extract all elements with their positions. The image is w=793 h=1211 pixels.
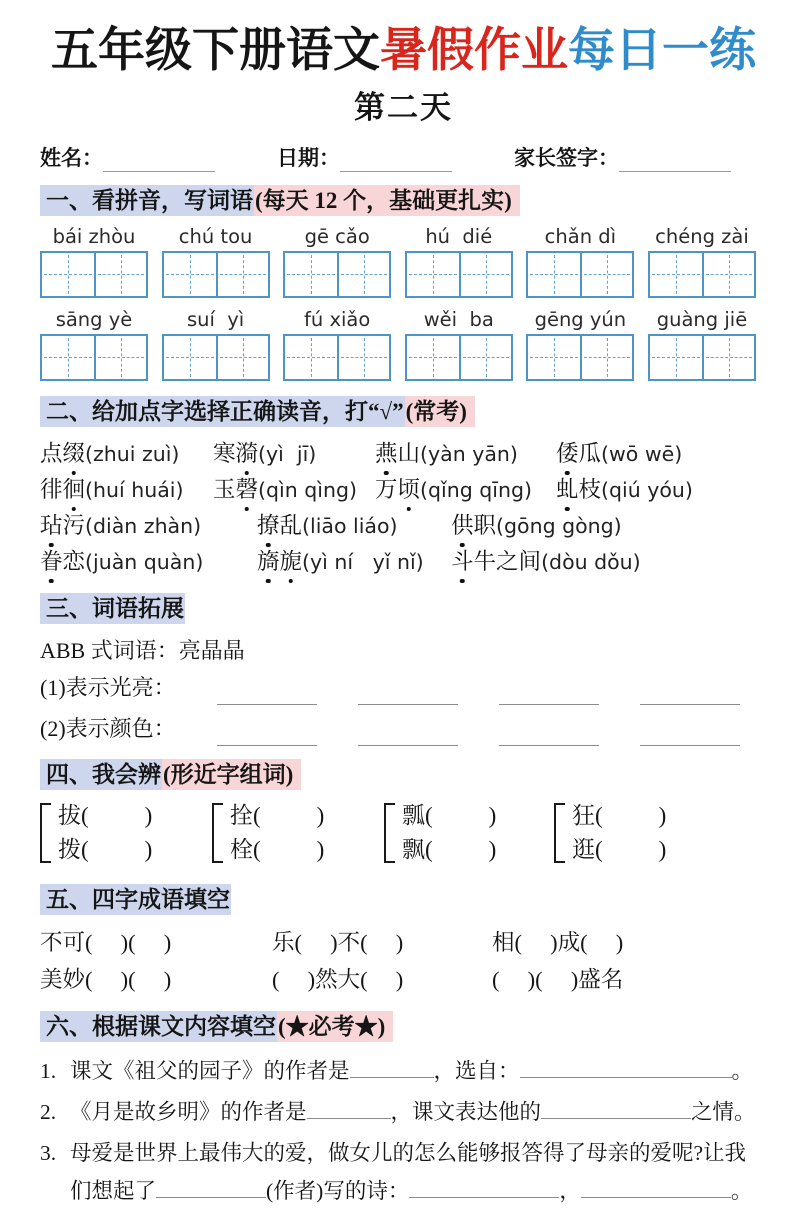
item-number: 1. bbox=[40, 1058, 57, 1083]
writing-cell bbox=[164, 336, 216, 379]
section4-heading-blue: 四、我会辨 bbox=[40, 759, 162, 790]
writing-cell bbox=[702, 336, 754, 379]
pair-lines bbox=[230, 799, 324, 867]
word-char: 恋 bbox=[62, 549, 86, 575]
section2-heading-pink: (常考) bbox=[405, 396, 475, 427]
pinyin-choices: (gōng gòng) bbox=[496, 514, 622, 539]
section3-heading-blue: 三、词语拓展 bbox=[40, 593, 185, 624]
writing-grid bbox=[40, 334, 148, 381]
item-text: 母爱是世界上最伟大的爱，做女儿的怎么能够报答得了母亲的爱呢?让我们想起了 (作者)写的诗： ， 。 bbox=[70, 1141, 753, 1204]
reading-item bbox=[556, 472, 767, 508]
signature-field bbox=[514, 142, 731, 172]
word-char: 山 bbox=[397, 441, 421, 467]
word-char: 倭 bbox=[556, 436, 579, 471]
word-char: 职 bbox=[473, 513, 497, 539]
pinyin-choices: (zhui zuì) bbox=[85, 442, 180, 467]
blank-line bbox=[640, 723, 740, 746]
item-number: 3. bbox=[40, 1141, 57, 1166]
blank-line bbox=[217, 723, 317, 746]
word-char: 寒 bbox=[213, 441, 236, 467]
writing-cell bbox=[580, 253, 632, 296]
section5-heading bbox=[40, 883, 767, 916]
title-part-black: 五年级下册语文 bbox=[51, 23, 380, 76]
pinyin-word-column bbox=[405, 225, 513, 298]
blank-line bbox=[499, 682, 599, 705]
word-char: 污 bbox=[62, 513, 86, 539]
pinyin-label: gēng yún bbox=[534, 307, 627, 331]
fill-in-item bbox=[40, 1134, 767, 1211]
writing-grid bbox=[405, 334, 513, 381]
pinyin-word-column bbox=[40, 308, 148, 381]
name-label: 姓名： bbox=[40, 145, 103, 170]
pinyin-grid-row-2 bbox=[40, 308, 756, 381]
reading-item bbox=[257, 508, 451, 544]
pinyin-word-column bbox=[162, 225, 270, 298]
day-heading: 第二天 bbox=[354, 89, 453, 125]
blank-line bbox=[541, 1096, 691, 1119]
pinyin-choices: (huí huái) bbox=[85, 478, 184, 503]
word-char: 斗 bbox=[451, 544, 474, 579]
pinyin-label: chǎn dì bbox=[544, 224, 617, 248]
idiom-item: ( )( )盛名 bbox=[492, 967, 624, 993]
blank-line bbox=[358, 723, 458, 746]
pinyin-label: gē cǎo bbox=[304, 224, 370, 248]
pinyin-choices: (diàn zhàn) bbox=[85, 514, 202, 539]
reading-row bbox=[40, 508, 767, 544]
pinyin-label: hú dié bbox=[425, 224, 493, 248]
section4-heading-pink: (形近字组词) bbox=[162, 759, 301, 790]
reading-item bbox=[40, 508, 257, 544]
writing-cell bbox=[528, 336, 580, 379]
writing-cell bbox=[285, 336, 337, 379]
pinyin-word-column bbox=[648, 225, 756, 298]
pinyin-word-column bbox=[283, 308, 391, 381]
word-char: 徊 bbox=[63, 472, 86, 507]
word-char: 缀 bbox=[63, 436, 86, 471]
reading-row bbox=[40, 436, 767, 472]
pair-group bbox=[40, 799, 212, 867]
reading-item bbox=[375, 436, 556, 472]
pinyin-choices: (yì jī) bbox=[258, 442, 317, 467]
writing-grid bbox=[283, 334, 391, 381]
writing-cell bbox=[528, 253, 580, 296]
pinyin-choices: (wō wē) bbox=[601, 442, 683, 467]
name-field bbox=[40, 142, 215, 172]
pinyin-choices: (juàn quàn) bbox=[85, 550, 204, 575]
pair-line: 瓢( ) bbox=[402, 803, 497, 828]
reading-row bbox=[40, 472, 767, 508]
info-row bbox=[40, 142, 767, 172]
pair-line: 拴( ) bbox=[230, 803, 325, 828]
word-char: 玉 bbox=[213, 477, 236, 503]
blank-line-label: (2)表示颜色： bbox=[40, 715, 176, 741]
section2-items bbox=[40, 436, 767, 580]
date-field bbox=[277, 142, 452, 172]
pair-line: 狂( ) bbox=[572, 803, 667, 828]
writing-grid bbox=[162, 334, 270, 381]
idiom-item: 乐( )不( ) bbox=[272, 930, 404, 956]
pinyin-label: bái zhòu bbox=[52, 224, 136, 248]
reading-row bbox=[40, 544, 767, 580]
pinyin-choices: (dòu dǒu) bbox=[541, 550, 641, 575]
idiom-rows bbox=[40, 924, 767, 998]
writing-cell bbox=[94, 253, 146, 296]
pinyin-choices: (qìn qìng) bbox=[258, 478, 357, 503]
reading-item bbox=[40, 544, 257, 580]
pinyin-word-column bbox=[526, 308, 634, 381]
blank-line bbox=[156, 1176, 266, 1199]
pinyin-label: suí yì bbox=[186, 307, 245, 331]
writing-cell bbox=[407, 336, 459, 379]
pair-group bbox=[554, 799, 767, 867]
pair-line: 飘( ) bbox=[402, 837, 497, 862]
pair-lines bbox=[402, 799, 496, 867]
writing-grid bbox=[283, 251, 391, 298]
bracket-glyph bbox=[212, 803, 223, 863]
reading-item bbox=[40, 472, 213, 508]
pinyin-choices: (liāo liáo) bbox=[302, 514, 398, 539]
blank-line bbox=[409, 1176, 559, 1199]
writing-grid bbox=[648, 251, 756, 298]
pair-line: 拨( ) bbox=[58, 837, 153, 862]
writing-cell bbox=[650, 253, 702, 296]
word-char: 万 bbox=[375, 477, 398, 503]
pinyin-choices: (yàn yān) bbox=[420, 442, 518, 467]
writing-grid bbox=[648, 334, 756, 381]
section2-heading bbox=[40, 395, 767, 428]
pinyin-choices: (qǐng qīng) bbox=[420, 478, 532, 503]
writing-cell bbox=[216, 336, 268, 379]
reading-item bbox=[213, 472, 375, 508]
writing-cell bbox=[164, 253, 216, 296]
writing-cell bbox=[459, 336, 511, 379]
color-words-line bbox=[40, 712, 740, 746]
idiom-item: 相( )成( ) bbox=[492, 930, 624, 956]
section4-heading bbox=[40, 758, 767, 791]
writing-grid bbox=[526, 251, 634, 298]
word-char: 供 bbox=[451, 508, 474, 543]
pair-group bbox=[384, 799, 554, 867]
idiom-item: ( )然大( ) bbox=[272, 967, 404, 993]
writing-cell bbox=[337, 336, 389, 379]
reading-item bbox=[556, 436, 767, 472]
writing-cell bbox=[285, 253, 337, 296]
idiom-row bbox=[40, 924, 767, 961]
word-char: 旎 bbox=[280, 544, 303, 579]
item-text: 课文《祖父的园子》的作者是 ，选自： 。 bbox=[70, 1052, 767, 1090]
name-blank-line bbox=[103, 150, 215, 172]
word-char: 旖 bbox=[257, 544, 280, 579]
word-char: 撩 bbox=[257, 508, 280, 543]
writing-grid bbox=[526, 334, 634, 381]
pinyin-label: sāng yè bbox=[55, 307, 133, 331]
fill-in-item bbox=[40, 1052, 767, 1090]
pair-line: 逛( ) bbox=[572, 837, 667, 862]
blank-line bbox=[581, 1176, 731, 1199]
writing-cell bbox=[650, 336, 702, 379]
blank-line bbox=[358, 682, 458, 705]
item-text: 《月是故乡明》的作者是 ，课文表达他的 之情。 bbox=[70, 1093, 767, 1131]
reading-item bbox=[375, 472, 556, 508]
idiom-row bbox=[40, 961, 767, 998]
word-char: 徘 bbox=[40, 477, 63, 503]
section5-heading-blue: 五、四字成语填空 bbox=[40, 884, 231, 915]
pinyin-word-column bbox=[405, 308, 513, 381]
section6-heading-blue: 六、根据课文内容填空 bbox=[40, 1011, 277, 1042]
word-char: 瓜 bbox=[578, 441, 602, 467]
pinyin-label: wěi ba bbox=[423, 307, 494, 331]
bracket-glyph bbox=[554, 803, 565, 863]
writing-grid bbox=[405, 251, 513, 298]
writing-cell bbox=[459, 253, 511, 296]
idiom-item: 美妙( )( ) bbox=[40, 967, 172, 993]
pair-line: 栓( ) bbox=[230, 837, 325, 862]
word-char: 间 bbox=[518, 549, 542, 575]
pair-group bbox=[212, 799, 384, 867]
reading-item bbox=[257, 544, 451, 580]
section1-heading bbox=[40, 184, 767, 217]
signature-label: 家长签字： bbox=[514, 145, 619, 170]
bracket-glyph bbox=[40, 803, 51, 863]
word-char: 枝 bbox=[578, 477, 602, 503]
brightness-words-line bbox=[40, 671, 740, 705]
section2-heading-blue: 二、给加点字选择正确读音，打“√” bbox=[40, 396, 405, 427]
date-label: 日期： bbox=[277, 145, 340, 170]
word-char: 顷 bbox=[398, 472, 421, 507]
writing-grid bbox=[40, 251, 148, 298]
word-char: 之 bbox=[496, 549, 519, 575]
word-char: 虬 bbox=[556, 472, 579, 507]
bracket-glyph bbox=[384, 803, 395, 863]
title-part-blue: 每日一练 bbox=[568, 23, 756, 76]
word-char: 点 bbox=[40, 441, 63, 467]
word-char: 玷 bbox=[40, 508, 63, 543]
word-char: 漪 bbox=[236, 436, 259, 471]
pinyin-word-column bbox=[283, 225, 391, 298]
section3-heading bbox=[40, 592, 767, 625]
pinyin-label: chéng zài bbox=[655, 224, 749, 248]
pair-lines bbox=[58, 799, 152, 867]
word-char: 磬 bbox=[236, 472, 259, 507]
pinyin-word-column bbox=[162, 308, 270, 381]
word-char: 牛 bbox=[473, 549, 497, 575]
date-blank-line bbox=[340, 150, 452, 172]
pair-lines bbox=[572, 799, 666, 867]
blank-line bbox=[499, 723, 599, 746]
blank-line bbox=[307, 1096, 391, 1119]
blank-line-label: (1)表示光亮： bbox=[40, 674, 176, 700]
pinyin-grid-row-1 bbox=[40, 225, 756, 298]
blank-line bbox=[217, 682, 317, 705]
writing-cell bbox=[216, 253, 268, 296]
idiom-item: 不可( )( ) bbox=[40, 930, 172, 956]
writing-cell bbox=[702, 253, 754, 296]
section6-heading bbox=[40, 1010, 767, 1043]
writing-cell bbox=[337, 253, 389, 296]
writing-cell bbox=[42, 336, 94, 379]
pinyin-choices: (yì ní yǐ nǐ) bbox=[302, 550, 424, 575]
writing-cell bbox=[407, 253, 459, 296]
pinyin-label: fú xiǎo bbox=[304, 307, 371, 331]
word-char: 乱 bbox=[279, 513, 303, 539]
blank-line bbox=[350, 1055, 434, 1078]
pinyin-choices: (qiú yóu) bbox=[601, 478, 693, 503]
word-char: 燕 bbox=[375, 436, 398, 471]
title-part-red: 暑假作业 bbox=[380, 23, 568, 76]
fill-in-item bbox=[40, 1093, 767, 1131]
pair-line: 拔( ) bbox=[58, 803, 153, 828]
pinyin-label: guàng jiē bbox=[656, 307, 748, 331]
signature-blank-line bbox=[619, 150, 731, 172]
section1-heading-blue: 一、看拼音，写词语 bbox=[40, 185, 254, 216]
section6-heading-pink: (★必考★) bbox=[277, 1011, 393, 1042]
writing-grid bbox=[162, 251, 270, 298]
blank-line bbox=[640, 682, 740, 705]
word-char: 眷 bbox=[40, 544, 63, 579]
pair-group-row bbox=[40, 799, 767, 867]
section1-heading-pink: (每天 12 个，基础更扎实) bbox=[254, 185, 520, 216]
writing-cell bbox=[94, 336, 146, 379]
reading-item bbox=[451, 508, 767, 544]
fill-in-items bbox=[40, 1052, 767, 1211]
reading-item bbox=[451, 544, 767, 580]
item-number: 2. bbox=[40, 1099, 57, 1124]
pinyin-word-column bbox=[526, 225, 634, 298]
pinyin-word-column bbox=[40, 225, 148, 298]
pinyin-label: chú tou bbox=[178, 224, 253, 248]
writing-cell bbox=[42, 253, 94, 296]
abb-example-line: ABB 式词语：亮晶晶 bbox=[40, 637, 245, 663]
blank-line bbox=[520, 1055, 732, 1078]
page-title bbox=[40, 24, 767, 77]
writing-cell bbox=[580, 336, 632, 379]
reading-item bbox=[213, 436, 375, 472]
pinyin-word-column bbox=[648, 308, 756, 381]
reading-item bbox=[40, 436, 213, 472]
